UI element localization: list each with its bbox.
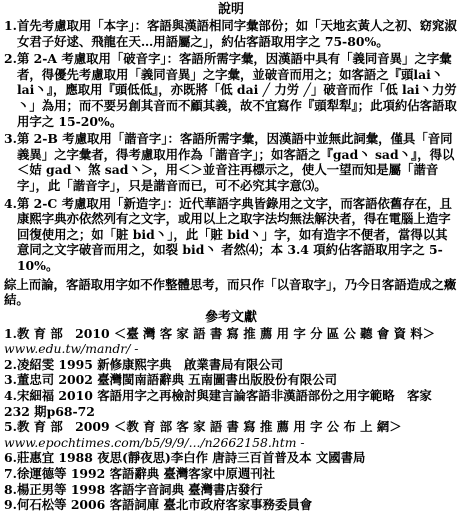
reference-number: 9.: [4, 497, 17, 513]
reference-item: [4, 372, 458, 388]
summary-paragraph: 綜上而論，客語取用字如不作整體思考，而只作「以音取字」，乃今日客語造成之癥結。: [4, 276, 457, 308]
reference-item: [4, 482, 458, 498]
reference-text: 宋細福 2010 客語用字之再檢討與建言論客語非漢語部份之用字範略 客家 232 期p68-72: [4, 388, 432, 419]
note-number: 1.: [4, 18, 17, 33]
reference-item: [4, 326, 458, 357]
note-text: 第 2-C 考慮取用「新造字」：近代華語字典皆錄用之文字，而客語依舊存在，且康熙字典亦依然列有之文字，或用以上之取字法均無法解決者，得在電腦上造字回復使用之；如「賍 bid丶」，此「賍 bid丶」字，如有造字不便者，當得以其意同之文字破音而用之，如裂 bid丶 者然⑷；本 3.4 項約佔客語取用字之 5-10%。: [16, 195, 452, 273]
note-item: [4, 196, 458, 274]
reference-number: 2.: [4, 356, 17, 372]
reference-text: 凌紹雯 1995 新修康熙字典 啟業書局有限公司: [16, 356, 284, 372]
note-number: 4.: [4, 195, 17, 211]
reference-number: 3.: [4, 372, 17, 388]
reference-number: 6.: [4, 450, 17, 466]
reference-url: www.epochtimes.com/b5/9/9/.../n2662158.htm -: [4, 434, 305, 450]
reference-text: 莊惠宜 1988 夜思(靜夜思)李白作 唐詩三百首普及本 文國書局: [16, 450, 366, 466]
reference-text: 教 育 部 2010 ＜臺 灣 客 家 語 書 寫 推 薦 用 字 分 區 公 聽 會 資 料＞: [16, 325, 436, 341]
reference-number: 8.: [4, 481, 17, 497]
note-item: [4, 18, 458, 49]
note-text: 第 2-A 考慮取用「破音字」：客語所需字彙，因漢語中具有「義同音異」之字彙者，得優先考慮取用「義同音異」之字彙，並破音而用之；如客語之『頭lai丶lai丶』，應取用『頭低低』，亦既將「低 dai ╱ 力労 ╱」破音而作「低 lai丶力労丶」為用；而不要另創其音而不顧其義，故不宜寫作『頭犁犁』；此項約佔客語取用字之 15-20%。: [16, 51, 457, 129]
reference-number: 5.: [4, 419, 17, 435]
note-text: 第 2-B 考慮取用「諧音字」：客語所需字彙，因漢語中並無此詞彙，僅具「音同義異」之字彙者，得考慮取用作為「諧音字」；如客語之『gad丶 sad丶』，得以＜姞 gad丶 煞 sad丶＞，用＜＞並音注再標示之，使人一望而知是屬「諧音字」，此「諧音字」，只是諧音而已，可不必究其字意⑶。: [16, 131, 455, 193]
note-text: 首先考慮取用「本字」：客語與漢語相同字彙部份；如「天地玄黃人之初、窈窕淑女君子好逑、飛龍在天…用語屬之」，約佔客語取用字之 75-80%。: [16, 18, 457, 49]
note-number: 2.: [4, 51, 17, 67]
reference-url: www.edu.tw/mandr/ -: [4, 341, 139, 357]
references-title: 參考文獻: [204, 309, 257, 325]
reference-item: [4, 419, 458, 450]
reference-text: 徐運德等 1992 客語辭典 臺灣客家中原週刊社: [16, 466, 276, 482]
note-item: [4, 131, 458, 193]
reference-text: 董忠司 2002 臺灣閩南語辭典 五南圖書出版股份有限公司: [16, 372, 337, 388]
reference-item: [4, 357, 458, 373]
reference-text: 教 育 部 2009 ＜教 育 部 客 家 語 書 寫 推 薦 用 字 公 布 上 網＞: [16, 419, 402, 435]
notes-title: 說明: [217, 2, 244, 17]
note-item: [4, 51, 458, 129]
reference-number: 1.: [4, 325, 17, 341]
reference-number: 4.: [4, 388, 17, 404]
reference-item: [4, 450, 458, 466]
reference-number: 7.: [4, 466, 17, 482]
note-number: 3.: [4, 131, 17, 147]
reference-item: [4, 466, 458, 482]
reference-item: [4, 388, 458, 419]
reference-text: 何石松等 2006 客語詞庫 臺北市政府客家事務委員會: [16, 497, 313, 513]
reference-text: 楊正男等 1998 客語字音詞典 臺灣書店發行: [16, 481, 263, 497]
